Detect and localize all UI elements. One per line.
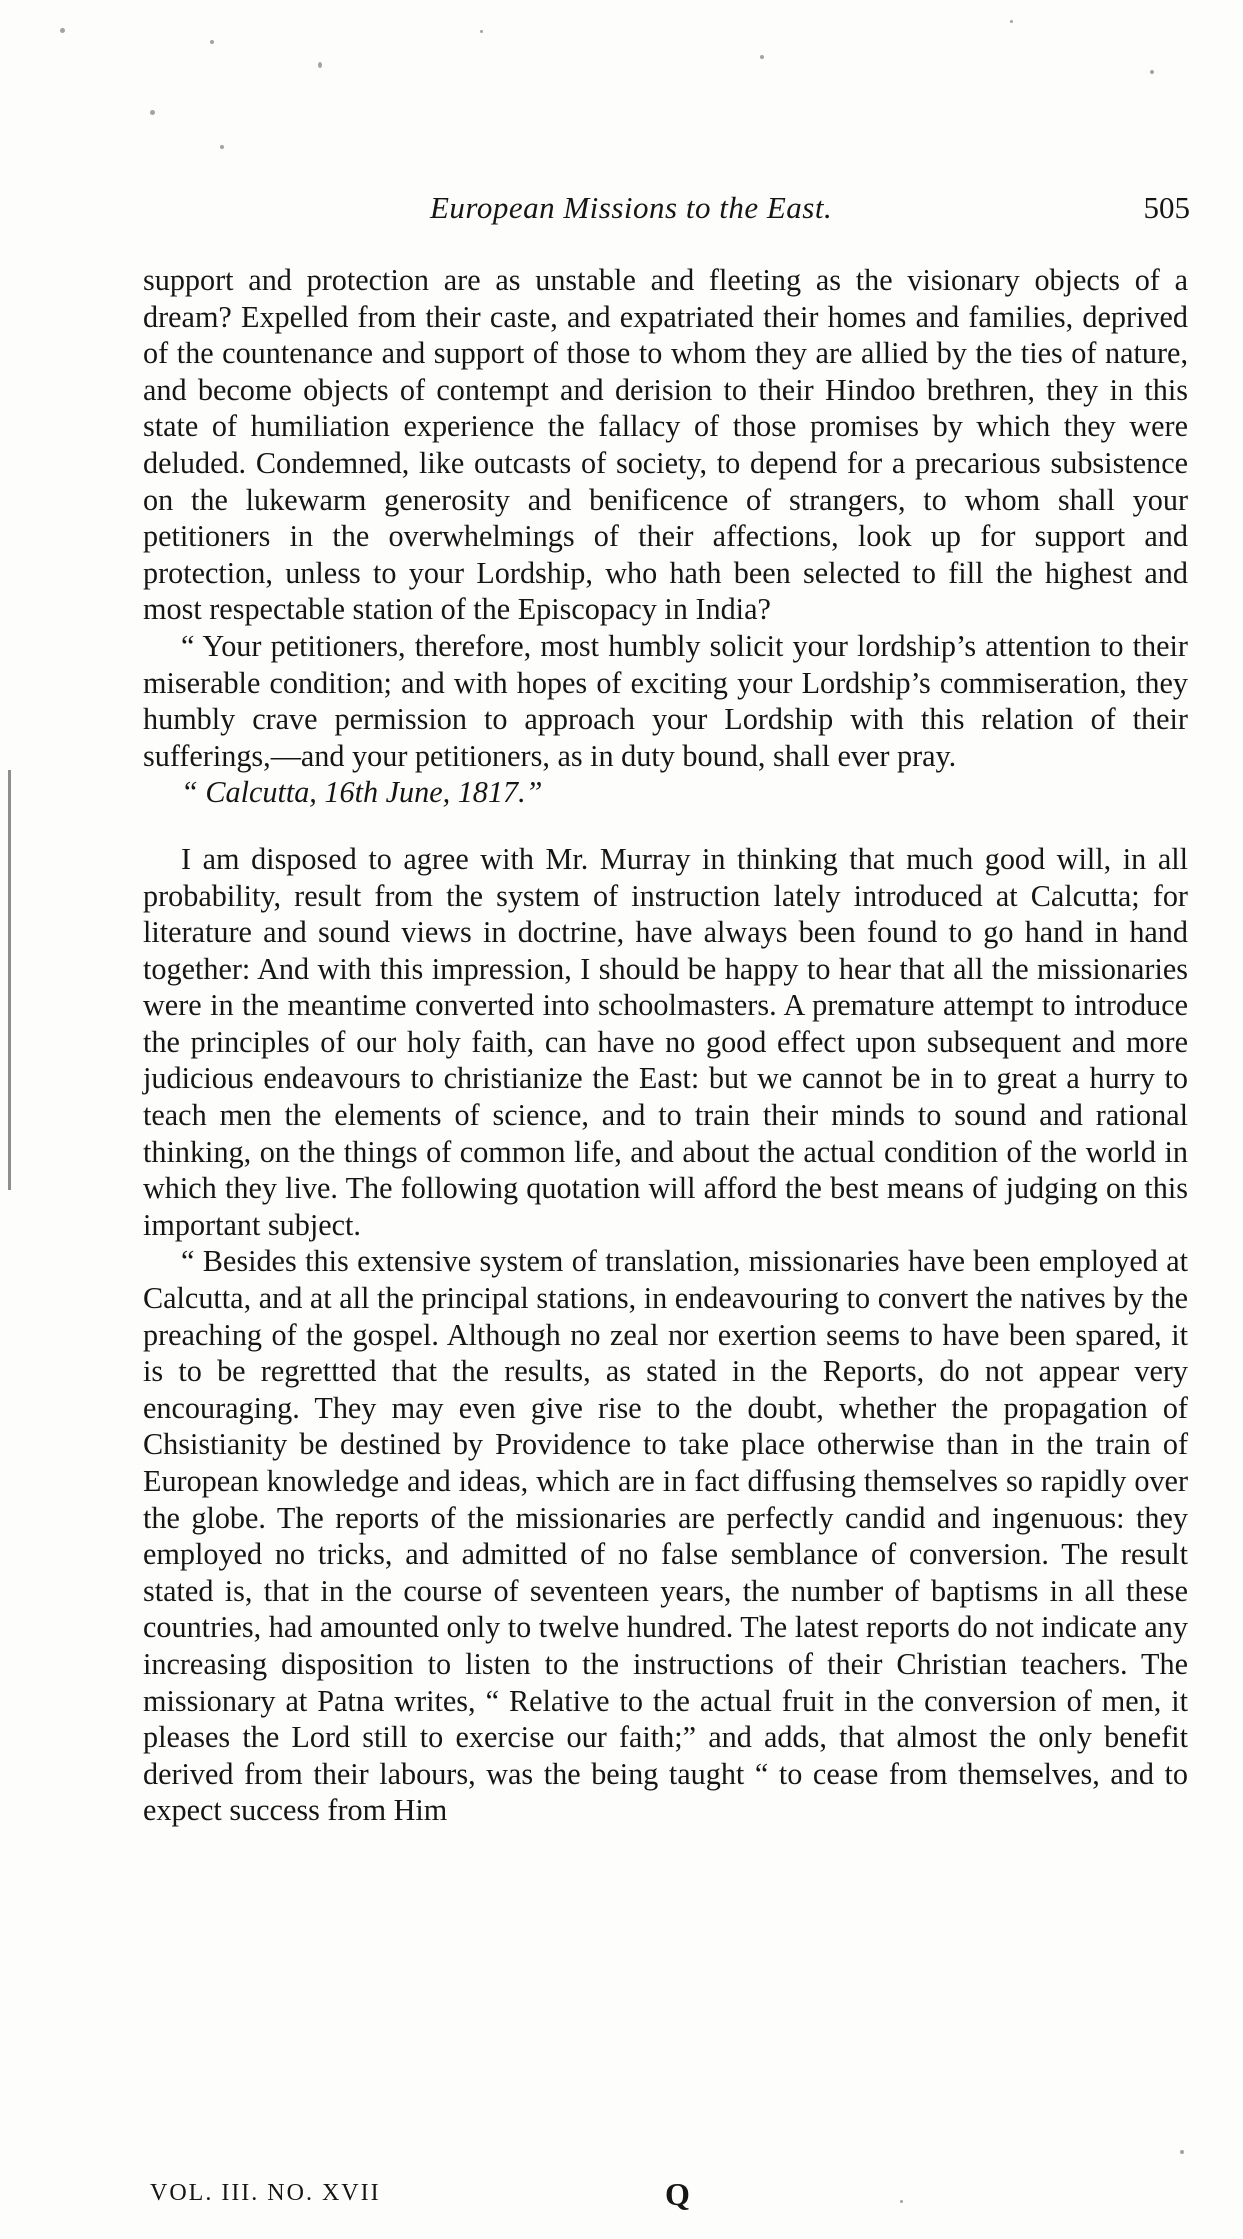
print-speck <box>210 40 214 44</box>
body-text <box>143 262 1188 1829</box>
print-speck <box>60 28 65 33</box>
petition-date-line: “ Calcutta, 16th June, 1817.” <box>181 775 543 810</box>
signature-mark: Q <box>665 2176 690 2212</box>
running-head: European Missions to the East. <box>430 190 833 225</box>
paragraph: “ Your petitioners, therefore, most humbly solicit your lordship’s attention to their miserable condition; and with hopes of exciting your Lordship’s commiseration, they humbly crave permission to approach your Lordship with this relation of their sufferings,—and your petitioners, as in duty bound, shall ever pray. <box>143 628 1188 773</box>
paragraph: I am disposed to agree with Mr. Murray in thinking that much good will, in all probability, result from the system of instruction lately introduced at Calcutta; for literature and sound views in doctrine, have always been found to go hand in hand together: And with this impression, I should be happy to hear that all the missionaries were in the meantime converted into schoolmasters. A premature attempt to introduce the principles of our holy faith, can have no good effect upon subsequent and more judicious endeavours to christianize the East: but we cannot be in to great a hurry to teach men the elements of science, and to train their minds to sound and rational thinking, on the things of common life, and about the actual condition of the world in which they live. The following quotation will afford the best means of judging on this important subject. <box>143 841 1188 1242</box>
print-speck <box>1180 2150 1184 2154</box>
print-speck <box>318 62 322 68</box>
print-speck <box>480 30 483 33</box>
print-speck <box>1150 70 1154 74</box>
print-speck <box>150 110 155 115</box>
margin-rule <box>8 770 11 1190</box>
print-speck <box>220 145 224 149</box>
print-speck <box>1010 20 1013 23</box>
page-number: 505 <box>1143 190 1190 225</box>
print-speck <box>760 55 764 59</box>
page-header <box>150 190 1200 234</box>
volume-signature: VOL. III. NO. XVII <box>150 2180 381 2206</box>
page-footer <box>150 2176 1200 2220</box>
paragraph: support and protection are as unstable and fleeting as the visionary objects of a dream? Expelled from their caste, and expatriated their homes and families, deprived of the countenance and support of those to whom they are allied by the ties of nature, and become objects of contempt and derision to their Hindoo brethren, they in this state of humiliation experience the fallacy of those promises by which they were deluded. Condemned, like outcasts of society, to depend for a precarious subsistence on the lukewarm generosity and benificence of strangers, to whom shall your petitioners in the overwhelmings of their affections, look up for support and protection, unless to your Lordship, who hath been selected to fill the highest and most respectable station of the Episcopacy in India? <box>143 263 1188 627</box>
paragraph: “ Besides this extensive system of translation, missionaries have been employed at Calcutta, and at all the principal stations, in endeavouring to convert the natives by the preaching of the gospel. Although no zeal nor exertion seems to have been spared, it is to be regrettted that the results, as stated in the Reports, do not appear very encouraging. They may even give rise to the doubt, whether the propagation of Chsistianity be destined by Providence to take place otherwise than in the train of European knowledge and ideas, which are in fact diffusing themselves so rapidly over the globe. The reports of the missionaries are perfectly candid and ingenuous: they employed no tricks, and admitted of no false semblance of conversion. The result stated is, that in the course of seventeen years, the number of baptisms in all these countries, had amounted only to twelve hundred. The latest reports do not indicate any increasing disposition to listen to the instructions of their Christian teachers. The missionary at Patna writes, “ Relative to the actual fruit in the conversion of men, it pleases the Lord still to exercise our faith;” and adds, that almost the only benefit derived from their labours, was the being taught “ to cease from themselves, and to expect success from Him <box>143 1244 1188 1828</box>
